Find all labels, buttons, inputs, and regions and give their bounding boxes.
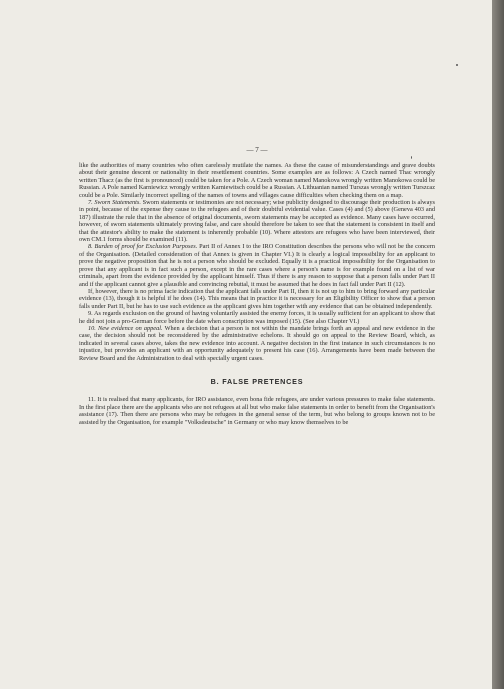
paragraph: 10. New evidence on appeal. When a decision that a person is not within the mandate brings forth an appeal and new evidence in the case, the decision should not be reconsidered by the administrative echelons. It should go on appeal to the Review Board, which, as indicated in several cases above, takes the new evidence into account. A negative decision in the first instance in such circumstances is no injustice, but provides an applicant with an opportunity adequately to present his case (16). Arrangements have been made between the Review Board and the Administration to deal with specially urgent cases. [79, 324, 435, 362]
paragraph-lead: 7. Sworn Statements. [88, 199, 141, 207]
paragraph-lead: 11. [88, 396, 96, 404]
page-edge-shadow [492, 0, 504, 689]
paragraph-lead: 9. [88, 310, 93, 318]
page-number: — 7 — [246, 146, 268, 154]
paragraph-lead: 10. New evidence on appeal. [88, 324, 163, 332]
paper-speck [456, 64, 458, 66]
paper-speck [411, 156, 412, 159]
paragraph: If, however, there is no prima facie indication that the applicant falls under Part II, then it is not up to him to bring forward any particular evidence (13), though it is helpful if he does (14). This means that in practice it is necessary for an Eligibility Officer to show that a person falls under Part II, but he has to use such evidence as the applicant gives him together with any evidence that can be obtained independently. [79, 287, 435, 310]
paragraph: 11. It is realised that many applicants, for IRO assistance, even bona fide refugees, are under various pressures to make false statements. In the first place there are the applicants who are not refugees at all but who make false statements in order to benefit from the Organisation's assistance (17). Then there are persons who may be refugees in the general sense of the term, but who belong to groups known not to be assisted by the Organisation, for example "Volksdeutsche" in Germany or who may know themselves to be [79, 396, 435, 426]
paragraph: like the authorities of many countries who often carelessly mutilate the names. As these the cause of misunderstandings and grave doubts about their genuine descent or nationality in their resettlement countries. Some examples are as follows: A Czech named Thac wrongly written Thacz (as the first is pronounced) could be taken for a Pole. A Czech woman named Manokova wrongly written Manokowa could be Russian. A Pole named Karniewicz wrongly written Karniewitsch could be a Russian. A Lithuanian named Turszas wrongly written Turszcaz could be a Pole. Similarly incorrect spelling of the names of towns and villages cause difficulties when checking them on a map. [79, 162, 435, 199]
body-text [79, 162, 435, 426]
paragraph: 8. Burden of proof for Exclusion Purposes. Part II of Annex I to the IRO Constitution describes the persons who will not be the concern of the Organisation. (Detailed consideration of that Annex is given in Chapter VI.) It is clearly a logical impossibility for an applicant to prove the negative proposition that he is not a person who should be excluded. Equally it is a practical impossibility for the Organisation to prove that any applicant is in fact such a person, except in the rare cases where a person's name is for example found on a list of war criminals, apart from the evidence provided by the applicant himself. Thus if there is any reason to suppose that a person falls under Part II and if the applicant cannot give a plausible and convincing rebuttal, it must be assumed that he does in fact fall under Part II (12). [79, 243, 435, 288]
paragraph-lead: 8. Burden of proof for Exclusion Purposes. [88, 243, 198, 251]
paragraph: 9. As regards exclusion on the ground of having voluntarily assisted the enemy forces, it is usually sufficient for an applicant to show that he did not join a pro-German force before the date when conscription was imposed (15). (See also Chapter VI.) [79, 310, 435, 325]
section-heading: B. FALSE PRETENCES [210, 376, 304, 386]
paragraph: 7. Sworn Statements. Sworn statements or testimonies are not necessary; wise publicity designed to discourage their production is always in point, because of the expense they cause to the refugees and of their doubtful evidential value. Cases (4) and (5) above (Geneva 403 and 187) illustrate the rule that in the absence of original documents, sworn statements may be accepted as evidence. Many cases have occurred, however, of sworn statements ultimately proving false, and care should therefore be taken to see that the statement is consistent in itself and that the attestor's ability to make the statement is inherently probable (10). Where attestors are refugees who have been interviewed, their own CM.1 forms should be examined (11). [79, 199, 435, 244]
